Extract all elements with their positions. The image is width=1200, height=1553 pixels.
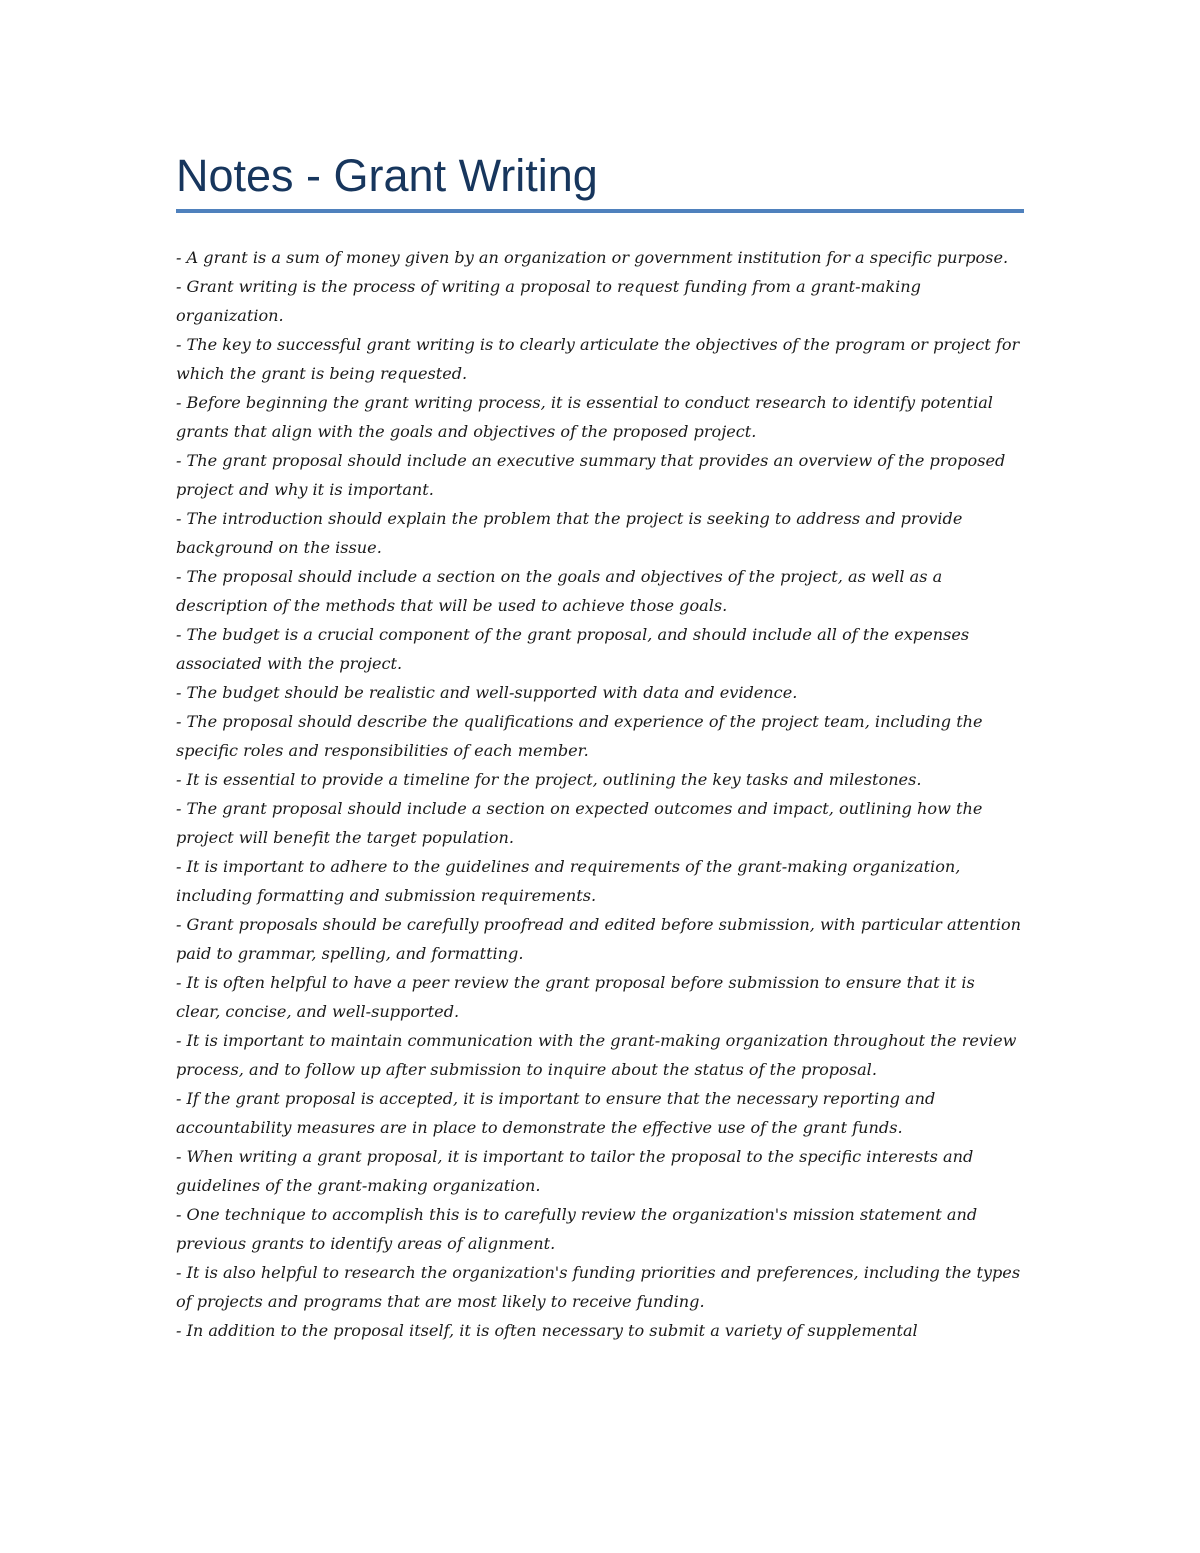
- note-item: - Before beginning the grant writing process, it is essential to conduct research to identify potential grants that align with the goals and objectives of the proposed project.: [176, 393, 993, 441]
- note-item: - If the grant proposal is accepted, it is important to ensure that the necessary reporting and accountability measures are in place to demonstrate the effective use of the grant funds.: [176, 1089, 936, 1137]
- note-item: - It is important to maintain communication with the grant-making organization throughout the review process, and to follow up after submission to inquire about the status of the proposal.: [176, 1031, 1017, 1079]
- note-item: - The key to successful grant writing is to clearly articulate the objectives of the program or project for which the grant is being requested.: [176, 335, 1020, 383]
- notes-body: [176, 243, 1024, 1345]
- note-item: - The proposal should include a section on the goals and objectives of the project, as well as a description of the methods that will be used to achieve those goals.: [176, 567, 943, 615]
- note-item: - When writing a grant proposal, it is important to tailor the proposal to the specific interests and guidelines of the grant-making organization.: [176, 1147, 974, 1195]
- note-item: - A grant is a sum of money given by an organization or government institution for a specific purpose.: [176, 248, 1009, 267]
- page-title: Notes - Grant Writing: [176, 150, 598, 201]
- note-item: - It is often helpful to have a peer review the grant proposal before submission to ensure that it is clear, concise, and well-supported.: [176, 973, 975, 1021]
- note-item: - One technique to accomplish this is to carefully review the organization's mission statement and previous grants to identify areas of alignment.: [176, 1205, 978, 1253]
- note-item: - Grant proposals should be carefully proofread and edited before submission, with particular attention paid to grammar, spelling, and formatting.: [176, 915, 1022, 963]
- note-item: - The introduction should explain the problem that the project is seeking to address and provide background on the issue.: [176, 509, 963, 557]
- note-item: - The budget should be realistic and well-supported with data and evidence.: [176, 683, 798, 702]
- note-item: - It is also helpful to research the organization's funding priorities and preferences, including the types of projects and programs that are most likely to receive funding.: [176, 1263, 1021, 1311]
- note-item: - The grant proposal should include a section on expected outcomes and impact, outlining how the project will benefit the target population.: [176, 799, 983, 847]
- note-item: - It is essential to provide a timeline for the project, outlining the key tasks and milestones.: [176, 770, 922, 789]
- note-item: - It is important to adhere to the guidelines and requirements of the grant-making organization, including formatting and submission requirements.: [176, 857, 961, 905]
- note-item: - The budget is a crucial component of the grant proposal, and should include all of the expenses associated with the project.: [176, 625, 970, 673]
- note-item: - Grant writing is the process of writing a proposal to request funding from a grant-making organization.: [176, 277, 921, 325]
- note-item: - The proposal should describe the qualifications and experience of the project team, including the specific roles and responsibilities of each member.: [176, 712, 983, 760]
- note-item: - The grant proposal should include an executive summary that provides an overview of the proposed project and why it is important.: [176, 451, 1006, 499]
- title-underline-rule: [176, 209, 1024, 213]
- note-item: - In addition to the proposal itself, it is often necessary to submit a variety of supplemental: [176, 1321, 918, 1340]
